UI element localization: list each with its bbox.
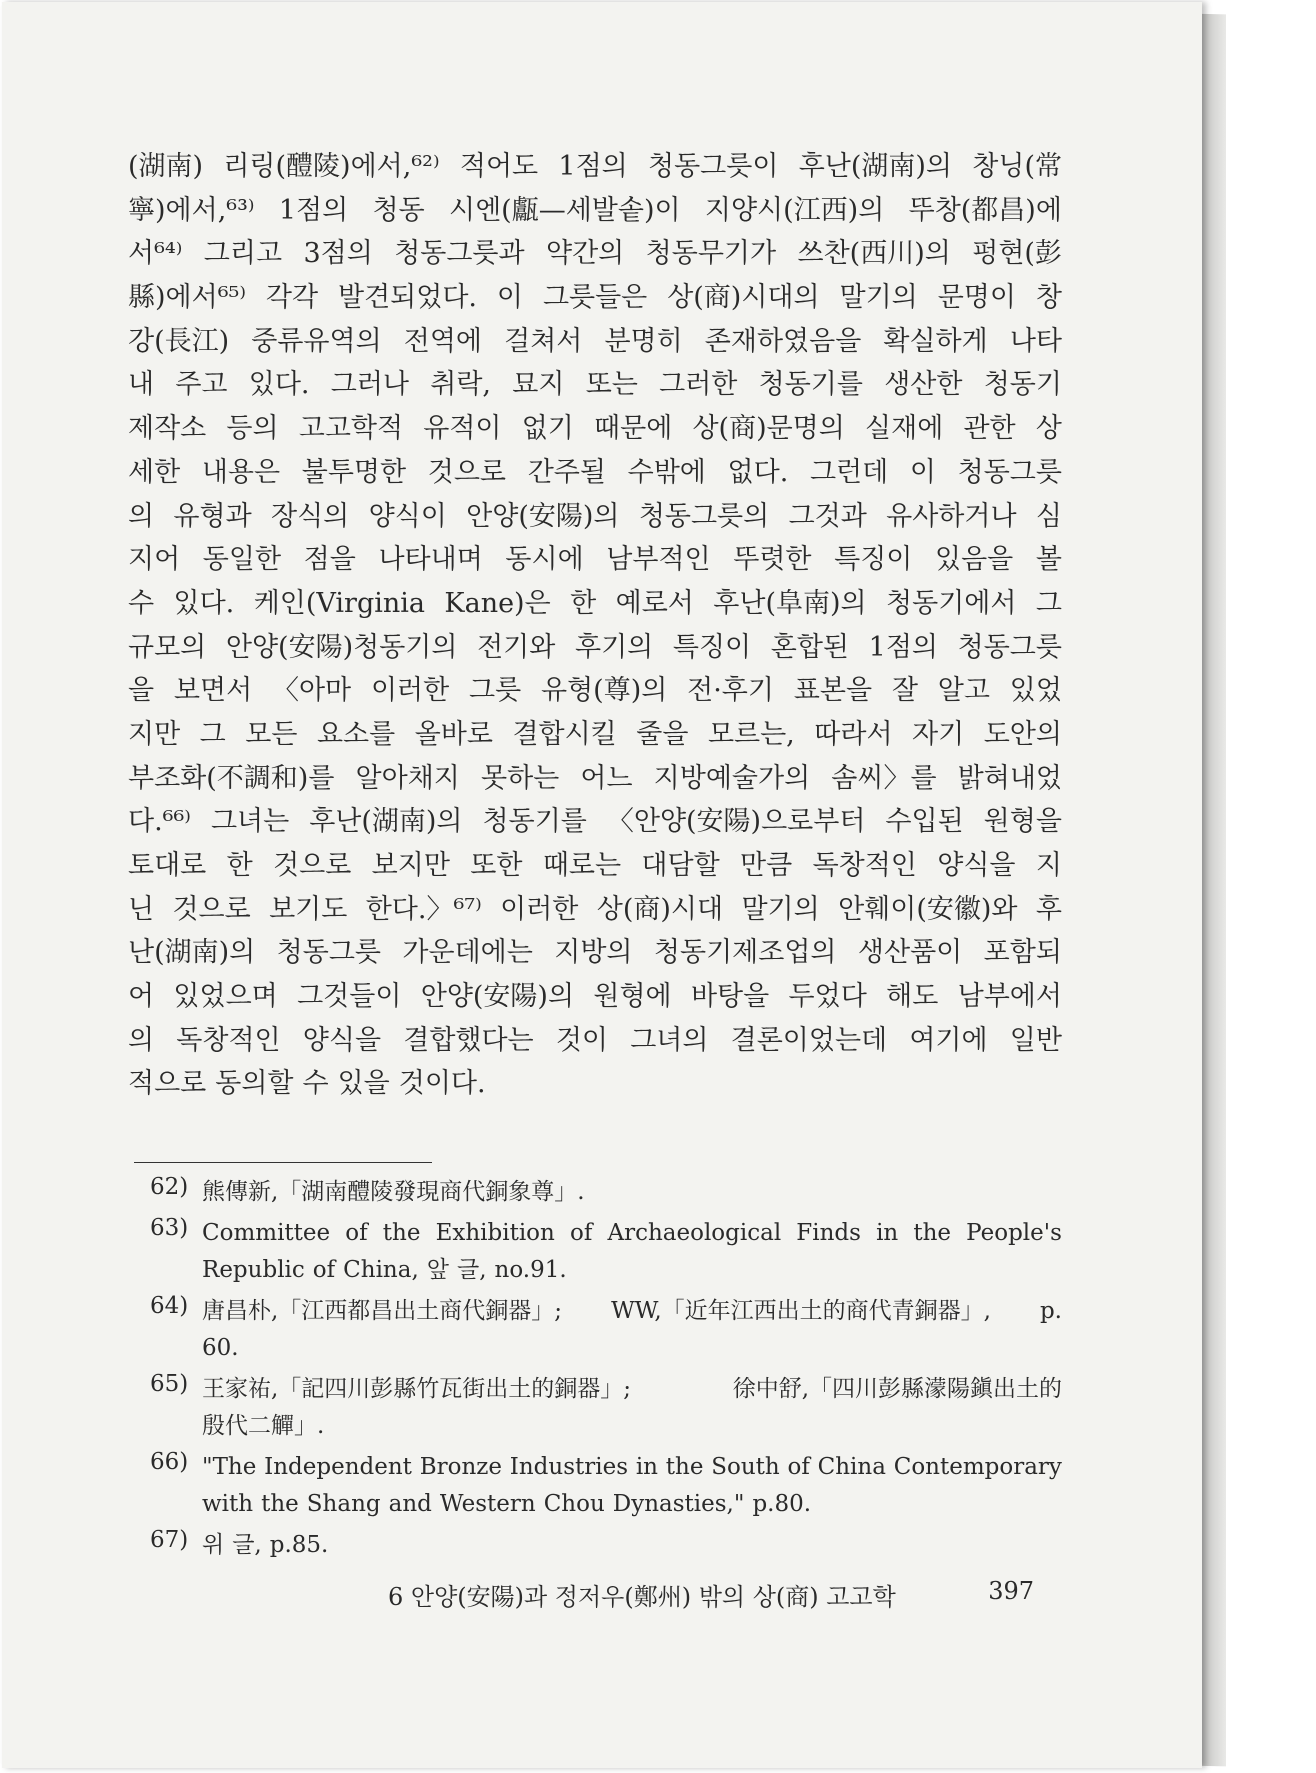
footnote-text [202,1215,1062,1289]
body-line: (湖南) 리링(醴陵)에서,⁶²⁾ 적어도 1점의 청동그릇이 후난(湖南)의 창닝(常 [128,151,1062,182]
body-line: 부조화(不調和)를 알아채지 못하는 어느 지방예술가의 솜씨〉를 밝혀내었 [128,762,1062,794]
footnote [150,1449,1062,1523]
footnote-number: 63) [150,1215,189,1241]
body-line: 縣)에서⁶⁵⁾ 각각 발견되었다. 이 그릇들은 상(商)시대의 말기의 문명이 창 [128,282,1062,314]
footnote-line: Republic of China, 앞 글, no.91. [202,1257,567,1283]
footnote-line: 殷代二觶」. [202,1413,325,1439]
footnote-text [202,1174,1062,1211]
running-head: 6 안양(安陽)과 정저우(鄭州) 밖의 상(商) 고고학 [388,1583,896,1611]
footnote-number: 66) [150,1449,189,1475]
footnote-line: 위 글, p.85. [202,1532,329,1558]
body-line: 토대로 한 것으로 보지만 또한 때로는 대담할 만큼 독창적인 양식을 지 [128,850,1062,881]
body-line: 제작소 등의 고고학적 유적이 없기 때문에 상(商)문명의 실재에 관한 상 [128,413,1062,445]
footnote-line: 唐昌朴,「江西都昌出土商代銅器」; WW,「近年江西出土的商代青銅器」, p. [202,1298,1062,1324]
footnote [150,1215,1062,1289]
footnote [150,1293,1062,1367]
footnote-line: with the Shang and Western Chou Dynasties," p.80. [202,1491,812,1517]
book-page [2,2,1202,1768]
footnote-number: 64) [150,1293,189,1319]
body-line: 규모의 안양(安陽)청동기의 전기와 후기의 특징이 혼합된 1점의 청동그릇 [128,631,1062,663]
footnote [150,1527,1062,1564]
body-line: 서⁶⁴⁾ 그리고 3점의 청동그릇과 약간의 청동무기가 쓰찬(西川)의 펑현(彭 [128,238,1062,270]
footnote-text [202,1527,1062,1564]
footnote-line: 60. [202,1335,239,1361]
body-line: 지어 동일한 점을 나타내며 동시에 남부적인 뚜렷한 특징이 있음을 볼 [128,544,1062,576]
body-line: 어 있었으며 그것들이 안양(安陽)의 원형에 바탕을 두었다 해도 남부에서 [128,981,1062,1013]
footnote-line: 熊傳新,「湖南醴陵發現商代銅象尊」. [202,1179,585,1205]
footnote [150,1174,1062,1211]
body-line: 강(長江) 중류유역의 전역에 걸쳐서 분명히 존재하였음을 확실하게 나타 [128,325,1062,357]
footnotes [150,1174,1062,1568]
body-line: 다.⁶⁶⁾ 그녀는 후난(湖南)의 청동기를 〈안양(安陽)으로부터 수입된 원형을 [128,806,1062,838]
footnote-text [202,1371,1062,1445]
body-line: 적으로 동의할 수 있을 것이다. [128,1068,486,1100]
body-line: 의 독창적인 양식을 결합했다는 것이 그녀의 결론이었는데 여기에 일반 [128,1024,1062,1056]
body-line: 지만 그 모든 요소를 올바로 결합시킬 줄을 모르는, 따라서 자기 도안의 [128,718,1062,750]
page-number: 397 [988,1577,1034,1605]
body-line: 세한 내용은 불투명한 것으로 간주될 수밖에 없다. 그런데 이 청동그릇 [128,456,1062,488]
footnote-text [202,1293,1062,1367]
footnote-number: 67) [150,1527,189,1553]
body-line: 난(湖南)의 청동그릇 가운데에는 지방의 청동기제조업의 생산품이 포함되 [128,937,1062,969]
body-text [128,144,1062,1105]
footnote-number: 65) [150,1371,189,1397]
body-line: 수 있다. 케인(Virginia Kane)은 한 예로서 후난(阜南)의 청동기에서 그 [128,587,1062,619]
footnote-line: Committee of the Exhibition of Archaeological Finds in the People's [202,1220,1062,1246]
footnote-line: 王家祐,「記四川彭縣竹瓦街出土的銅器」; 徐中舒,「四川彭縣濛陽鎭出土的 [202,1376,1062,1402]
footnote [150,1371,1062,1445]
body-line: 닌 것으로 보기도 한다.〉⁶⁷⁾ 이러한 상(商)시대 말기의 안훼이(安徽)와 후 [128,893,1062,925]
page-footer [388,1577,1034,1612]
body-line: 寧)에서,⁶³⁾ 1점의 청동 시엔(甗—세발솥)이 지양시(江西)의 뚜창(都昌)에 [128,194,1062,226]
body-line: 의 유형과 장식의 양식이 안양(安陽)의 청동그릇의 그것과 유사하거나 심 [128,500,1062,532]
footnote-line: "The Independent Bronze Industries in the South of China Contemporary [202,1454,1062,1480]
body-line: 내 주고 있다. 그러나 취락, 묘지 또는 그러한 청동기를 생산한 청동기 [128,369,1062,401]
footnote-text [202,1449,1062,1523]
footnote-number: 62) [150,1174,189,1200]
footnote-rule [134,1162,432,1163]
body-line: 을 보면서 〈아마 이러한 그릇 유형(尊)의 전·후기 표본을 잘 알고 있었 [128,675,1062,707]
